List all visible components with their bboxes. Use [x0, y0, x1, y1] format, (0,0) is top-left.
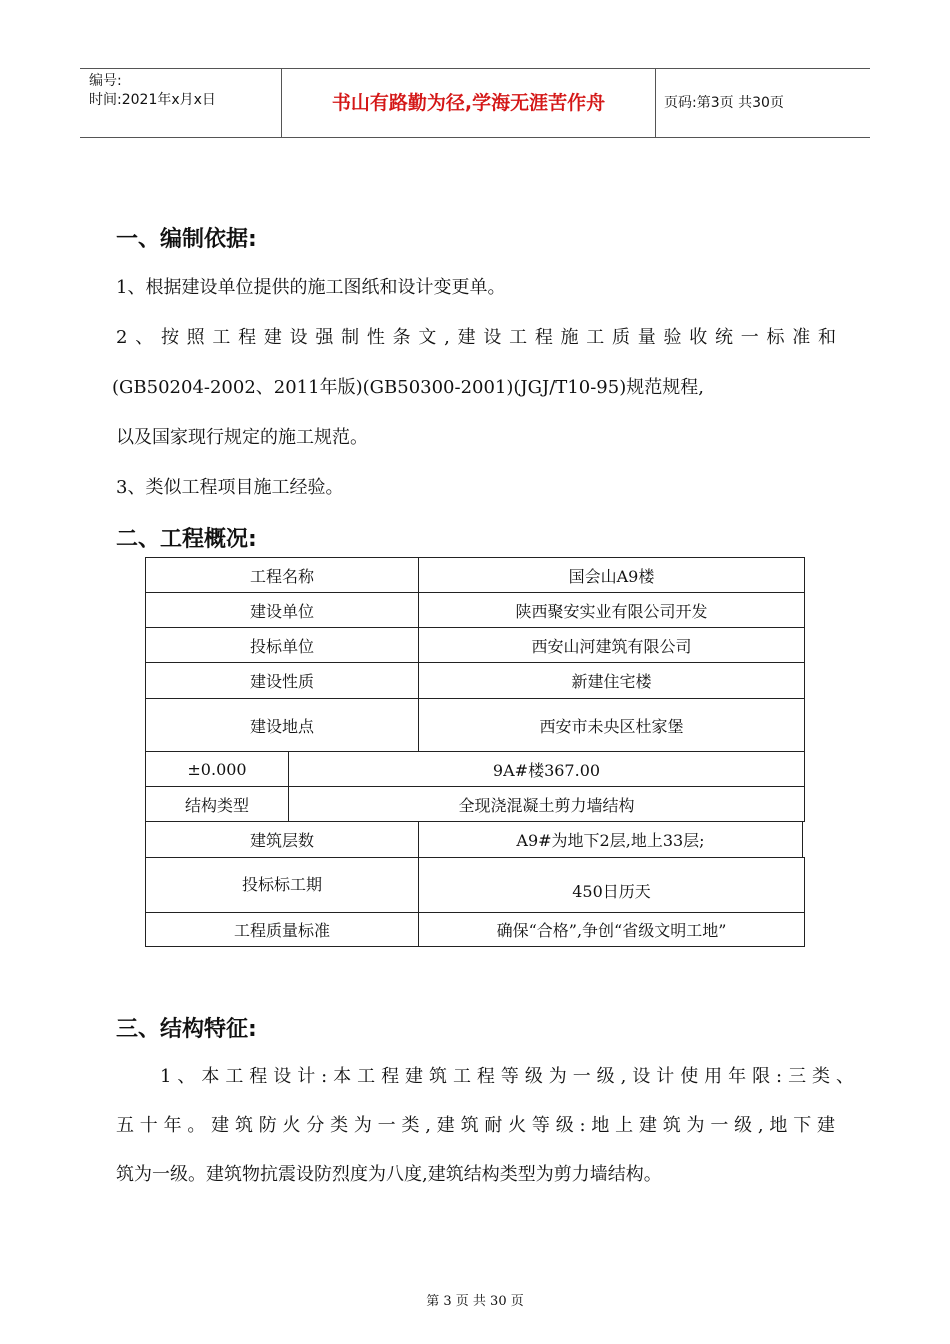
paragraph-line: 3、类似工程项目施工经验。: [116, 477, 344, 498]
section-heading: 三、结构特征:: [116, 1017, 257, 1042]
table-value-cell: 西安市未央区杜家堡: [418, 698, 805, 752]
table-label-cell: 投标单位: [145, 627, 419, 663]
header-page-number: 页码:第3页 共30页: [664, 95, 784, 111]
table-label-cell: 工程质量标准: [145, 912, 419, 947]
section-heading: 二、工程概况:: [116, 527, 257, 552]
section-heading: 一、编制依据:: [116, 227, 257, 252]
page-header: [80, 68, 870, 138]
paragraph-line: 五十年。建筑防火分类为一类,建筑耐火等级:地上建筑为一级,地下建: [116, 1115, 835, 1136]
project-overview-table: [145, 557, 805, 947]
table-label-cell: 建设单位: [145, 592, 419, 628]
table-value-cell: 陕西聚安实业有限公司开发: [418, 592, 805, 628]
paragraph-line: (GB50204-2002、2011年版)(GB50300-2001)(JGJ/T10-95)规范规程,: [112, 377, 704, 398]
document-number: 编号:: [89, 73, 122, 89]
paragraph-line: 筑为一级。建筑物抗震设防烈度为八度,建筑结构类型为剪力墙结构。: [116, 1164, 662, 1185]
table-value-cell: 国会山A9楼: [418, 557, 805, 593]
paragraph-line: 1、本工程设计:本工程建筑工程等级为一级,设计使用年限:三类、: [160, 1066, 854, 1087]
table-label-cell: 投标标工期: [145, 857, 419, 913]
header-motto: 书山有路勤为径,学海无涯苦作舟: [281, 69, 656, 137]
table-value-cell: 全现浇混凝土剪力墙结构: [288, 786, 805, 822]
document-date: 时间:2021年x月x日: [89, 92, 216, 108]
table-label-cell: 建设地点: [145, 698, 419, 752]
table-value-cell: A9#为地下2层,地上33层;: [418, 821, 803, 858]
page-footer: 第 3 页 共 30 页: [426, 1294, 524, 1309]
table-value-cell: 西安山河建筑有限公司: [418, 627, 805, 663]
table-label-cell: 建筑层数: [145, 821, 419, 858]
header-meta: [80, 69, 280, 137]
table-label-cell: ±0.000: [145, 751, 289, 787]
table-label-cell: 结构类型: [145, 786, 289, 822]
paragraph-line: 1、根据建设单位提供的施工图纸和设计变更单。: [116, 277, 506, 298]
table-value-cell: 9A#楼367.00: [288, 751, 805, 787]
table-value-cell: 确保“合格”,争创“省级文明工地”: [418, 912, 805, 947]
paragraph-line: 2、按照工程建设强制性条文,建设工程施工质量验收统一标准和: [116, 327, 836, 348]
paragraph-line: 以及国家现行规定的施工规范。: [116, 427, 368, 448]
table-value-cell: 新建住宅楼: [418, 662, 805, 699]
table-label-cell: 工程名称: [145, 557, 419, 593]
table-value-cell: 450日历天: [418, 857, 805, 913]
table-label-cell: 建设性质: [145, 662, 419, 699]
